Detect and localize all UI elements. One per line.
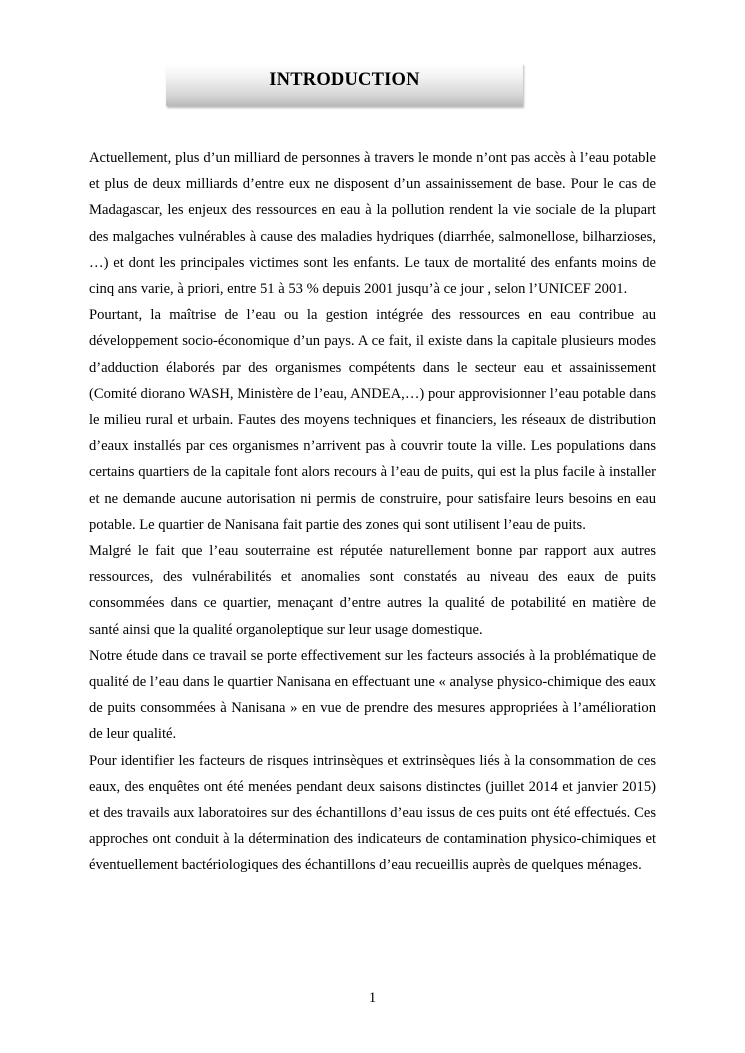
paragraph-1: Actuellement, plus d’un milliard de personnes à travers le monde n’ont pas accès à l’eau potable et plus de deux milliards d’entre eux ne disposent d’un assainissement de base. Pour le cas de Madagascar, les enjeux des ressources en eau à la pollution rendent la vie sociale de la plupart des malgaches vulnérables à cause des maladies hydriques (diarrhée, salmonellose, bilharzioses, …) et dont les principales victimes sont les enfants. Le taux de mortalité des enfants moins de cinq ans varie, à priori, entre 51 à 53 % depuis 2001 jusqu’à ce jour , selon l’UNICEF 2001. — [89, 150, 656, 298]
paragraph-4: Notre étude dans ce travail se porte effectivement sur les facteurs associés à la problématique de qualité de l’eau dans le quartier Nanisana en effectuant une « analyse physico-chimique des eaux de puits consommées à Nanisana » en vue de prendre des mesures appropriées à l’amélioration de leur qualité. — [89, 647, 656, 743]
document-body — [89, 145, 656, 879]
page-number: 1 — [368, 990, 377, 1006]
section-title-box — [166, 63, 523, 106]
paragraph-2: Pourtant, la maîtrise de l’eau ou la gestion intégrée des ressources en eau contribue au développement socio-économique d’un pays. A ce fait, il existe dans la capitale plusieurs modes d’adduction élaborés par des organismes compétents dans le secteur eau et assainissement (Comité diorano WASH, Ministère de l’eau, ANDEA,…) pour approvisionner l’eau potable dans le milieu rural et urbain. Fautes des moyens techniques et financiers, les réseaux de distribution d’eaux installés par ces organismes n’arrivent pas à couvrir toute la ville. Les populations dans certains quartiers de la capitale font alors recours à l’eau de puits, qui est la plus facile à installer et ne demande aucune autorisation ni permis de construire, pour satisfaire leurs besoins en eau potable. Le quartier de Nanisana fait partie des zones qui sont utilisent l’eau de puits. — [89, 307, 656, 533]
paragraph-5: Pour identifier les facteurs de risques intrinsèques et extrinsèques liés à la consommation de ces eaux, des enquêtes ont été menées pendant deux saisons distinctes (juillet 2014 et janvier 2015) et des travails aux laboratoires sur des échantillons d’eau issus de ces puits ont été effectués. Ces approches ont conduit à la détermination des indicateurs de contamination physico-chimiques et éventuellement bactériologiques des échantillons d’eau recueillis auprès de quelques ménages. — [89, 752, 656, 874]
section-title: INTRODUCTION — [269, 70, 420, 90]
paragraph-3: Malgré le fait que l’eau souterraine est réputée naturellement bonne par rapport aux autres ressources, des vulnérabilités et anomalies sont constatés au niveau des eaux de puits consommées dans ce quartier, menaçant d’entre autres la qualité de potabilité en matière de santé ainsi que la qualité organoleptique sur leur usage domestique. — [89, 543, 656, 638]
